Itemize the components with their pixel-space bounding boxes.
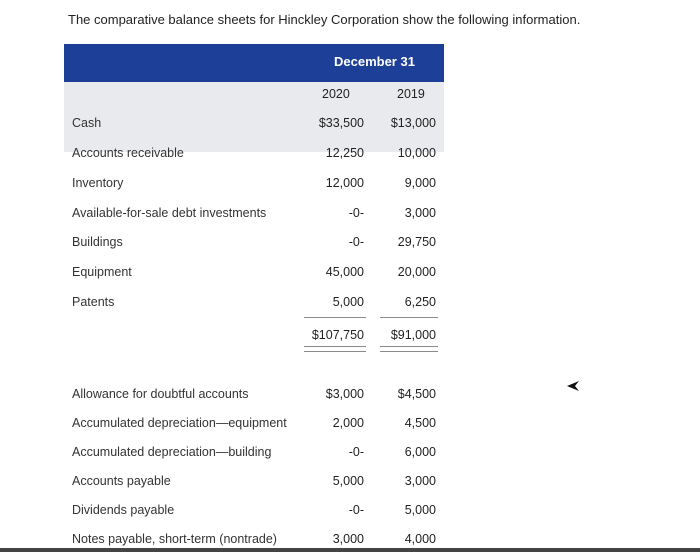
row-equipment-2020: 45,000 [325,265,364,279]
row-patents-2019: 6,250 [404,295,436,309]
total-assets-2019: $91,000 [390,328,436,342]
year-2020-header: 2020 [322,87,350,101]
row-accum-dep-building-2020: -0- [348,445,364,459]
row-patents-2020: 5,000 [332,295,364,309]
subtotal-rule-2019 [380,317,438,318]
row-cash-2020: $33,500 [318,116,364,130]
row-notes-payable-2020: 3,000 [332,532,364,546]
row-accum-dep-equipment-label: Accumulated depreciation—equipment [72,416,287,430]
row-equipment-label: Equipment [72,265,132,279]
total-double-rule-2020 [304,346,366,352]
row-accounts-payable-2019: 3,000 [404,474,436,488]
total-assets-2020: $107,750 [311,328,364,342]
balance-sheet-table [64,44,444,552]
row-accounts-receivable-2020: 12,250 [325,146,364,160]
row-accum-dep-building-2019: 6,000 [404,445,436,459]
row-dividends-payable-label: Dividends payable [72,503,175,517]
row-inventory-2020: 12,000 [325,176,364,190]
row-accum-dep-equipment-2020: 2,000 [332,416,364,430]
row-accum-dep-equipment-2019: 4,500 [404,416,436,430]
row-afs-investments-label: Available-for-sale debt investments [72,206,267,220]
row-inventory-2019: 9,000 [404,176,436,190]
row-allowance-label: Allowance for doubtful accounts [72,387,249,401]
row-accounts-payable-label: Accounts payable [72,474,171,488]
problem-intro: The comparative balance sheets for Hinckley Corporation show the following information. [68,12,581,27]
total-double-rule-2019 [380,346,438,352]
row-buildings-2020: -0- [348,235,364,249]
row-dividends-payable-2019: 5,000 [404,503,436,517]
december-31-header: December 31 [334,54,415,69]
row-allowance-2019: $4,500 [397,387,436,401]
row-dividends-payable-2020: -0- [348,503,364,517]
row-accum-dep-building-label: Accumulated depreciation—building [72,445,272,459]
row-buildings-label: Buildings [72,235,123,249]
row-cash-2019: $13,000 [390,116,436,130]
bottom-edge-bar [0,548,700,552]
row-accounts-payable-2020: 5,000 [332,474,364,488]
row-inventory-label: Inventory [72,176,124,190]
row-notes-payable-2019: 4,000 [404,532,436,546]
row-accounts-receivable-label: Accounts receivable [72,146,184,160]
row-buildings-2019: 29,750 [397,235,436,249]
row-afs-investments-2020: -0- [348,206,364,220]
row-patents-label: Patents [72,295,115,309]
row-equipment-2019: 20,000 [397,265,436,279]
row-notes-payable-label: Notes payable, short-term (nontrade) [72,532,277,546]
subtotal-rule-2020 [304,317,366,318]
row-afs-investments-2019: 3,000 [404,206,436,220]
year-header-band [64,82,444,152]
mouse-cursor-icon [567,381,579,391]
row-cash-label: Cash [72,116,102,130]
table-header-band [64,44,444,82]
row-accounts-receivable-2019: 10,000 [397,146,436,160]
row-allowance-2020: $3,000 [325,387,364,401]
year-2019-header: 2019 [397,87,425,101]
